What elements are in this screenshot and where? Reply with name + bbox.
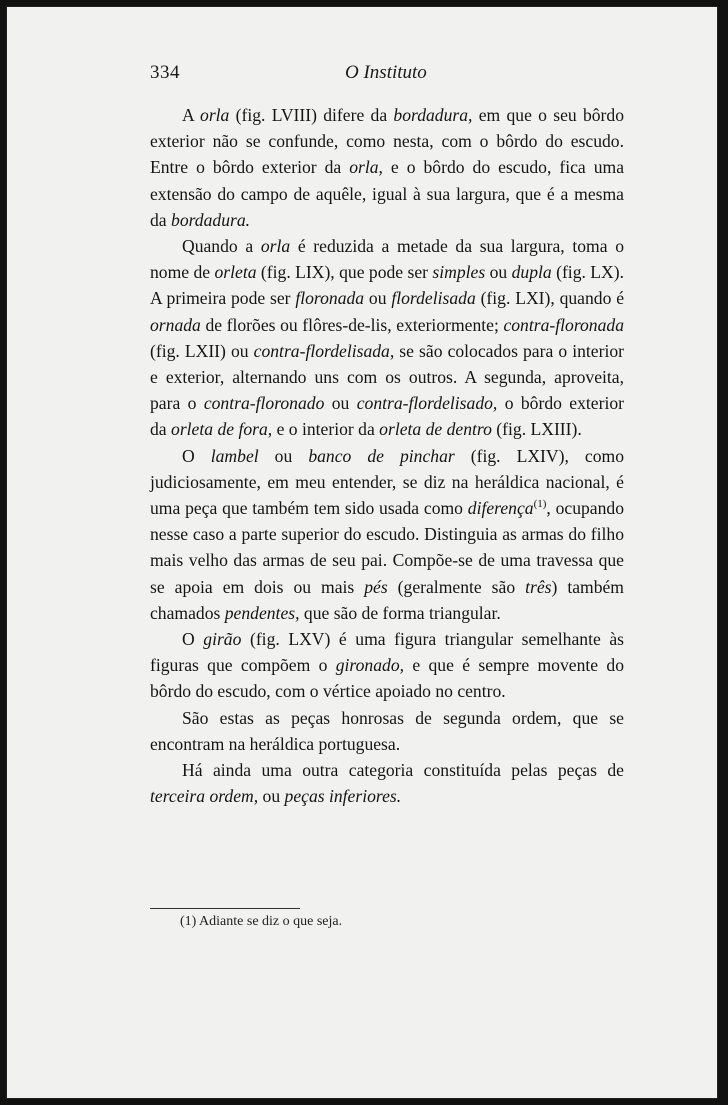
text-run: que são de forma triangular. (299, 602, 501, 623)
italic-term: banco de pinchar (308, 445, 455, 466)
text-run: (fig. LXI), quando é (475, 288, 625, 309)
text-run: O (182, 445, 211, 466)
text-run: ou (258, 445, 309, 466)
text-run: (fig. LXIV), como judiciosamente, em meu entender, se diz na heráldica nacional, é uma peça que também tem sido usada como (150, 445, 625, 519)
text-run: se são colocados para o interior e exterior, alternando uns com os outros. A segunda, aproveita, para o (150, 340, 624, 414)
footnote-rule (150, 908, 300, 909)
italic-term: gironado, (335, 655, 405, 676)
text-run: ou (324, 393, 357, 414)
italic-term: três (525, 576, 552, 597)
footnote: (1) Adiante se diz o que seja. (180, 914, 343, 929)
text-run: A (182, 105, 201, 125)
italic-term: orleta (214, 262, 257, 283)
text-run: ) também chamados (150, 576, 624, 623)
text-run: Quando a (182, 236, 261, 257)
italic-term: simples (432, 262, 486, 283)
text-run: O (182, 629, 204, 650)
text-run: (geralmente são (387, 576, 526, 597)
text-run: o bôrdo exterior da (150, 393, 624, 440)
italic-term: diferença (467, 498, 534, 519)
paragraph (150, 443, 624, 626)
italic-term: girão (203, 629, 242, 650)
text-run: e o interior da (272, 419, 380, 440)
page-number: 334 (150, 62, 180, 83)
text-run: e que é sempre movente do bôrdo do escudo, com o vértice apoiado no centro. (150, 655, 624, 702)
paragraph (150, 626, 624, 705)
text-run: (fig. LVIII) difere da (229, 105, 394, 125)
italic-term: pés (364, 576, 388, 597)
page-header (150, 62, 624, 88)
italic-term: orleta de dentro (379, 419, 492, 440)
italic-term: pendentes, (224, 602, 300, 623)
text-run: e o bôrdo do escudo, fica uma extensão do campo de aquêle, igual à sua largura, que é a mesma da (150, 157, 625, 230)
italic-term: terceira ordem, (150, 786, 259, 807)
italic-term: orla (260, 236, 291, 257)
text-run: ou (364, 288, 392, 309)
text-run: , ocupando nesse caso a parte superior do escudo. Distinguia as armas do filho mais velho das armas de seu pai. Compõe-se de uma travessa que se apoia em dois ou mais (150, 498, 624, 597)
paragraph (150, 233, 624, 443)
text-run: (fig. LIX), que pode ser (256, 262, 433, 283)
running-title: O Instituto (345, 62, 427, 83)
paragraph (150, 705, 624, 757)
italic-term: contra-floronada (503, 314, 624, 335)
italic-term: floronada (295, 288, 365, 309)
italic-term: dupla (511, 262, 552, 283)
italic-term: bordadura. (171, 209, 251, 230)
italic-term: contra-floronado (203, 393, 325, 414)
text-run: de florões ou flôres-de-lis, exteriormente; (200, 314, 504, 335)
text-run: São estas as peças honrosas de segunda ordem, que se encontram na heráldica portuguesa. (150, 707, 624, 754)
text-run: (fig. LX). A primeira pode ser (150, 262, 624, 309)
text-run: (fig. LXIII). (491, 419, 582, 440)
italic-term: orla (200, 105, 230, 125)
text-run: em que o seu bôrdo exterior não se confunde, como nesta, com o bôrdo do escudo. Entre o bôrdo exterior da (150, 105, 624, 178)
italic-term: bordadura, (393, 105, 473, 125)
text-run: (fig. LXII) ou (150, 340, 254, 361)
italic-term: lambel (210, 445, 259, 466)
text-run: ou (485, 262, 512, 283)
italic-term: orla, (349, 157, 383, 178)
paragraph (150, 757, 624, 809)
italic-term: flordelisada (391, 288, 476, 309)
text-run: ou (258, 786, 285, 807)
footnote-marker: (1) (533, 498, 547, 511)
italic-term: orleta de fora, (171, 419, 273, 440)
body-text (150, 102, 624, 809)
text-run: Há ainda uma outra categoria constituída pelas peças de (182, 760, 624, 781)
italic-term: contra-flordelisado, (356, 393, 498, 414)
text-run: (fig. LXV) é uma figura triangular semelhante às figuras que compõem o (150, 629, 624, 676)
italic-term: peças inferiores. (284, 786, 402, 807)
italic-term: ornada (150, 314, 201, 335)
text-run: é reduzida a metade da sua largura, toma o nome de (150, 236, 624, 283)
italic-term: contra-flordelisada, (253, 340, 395, 361)
paragraph (150, 102, 624, 233)
